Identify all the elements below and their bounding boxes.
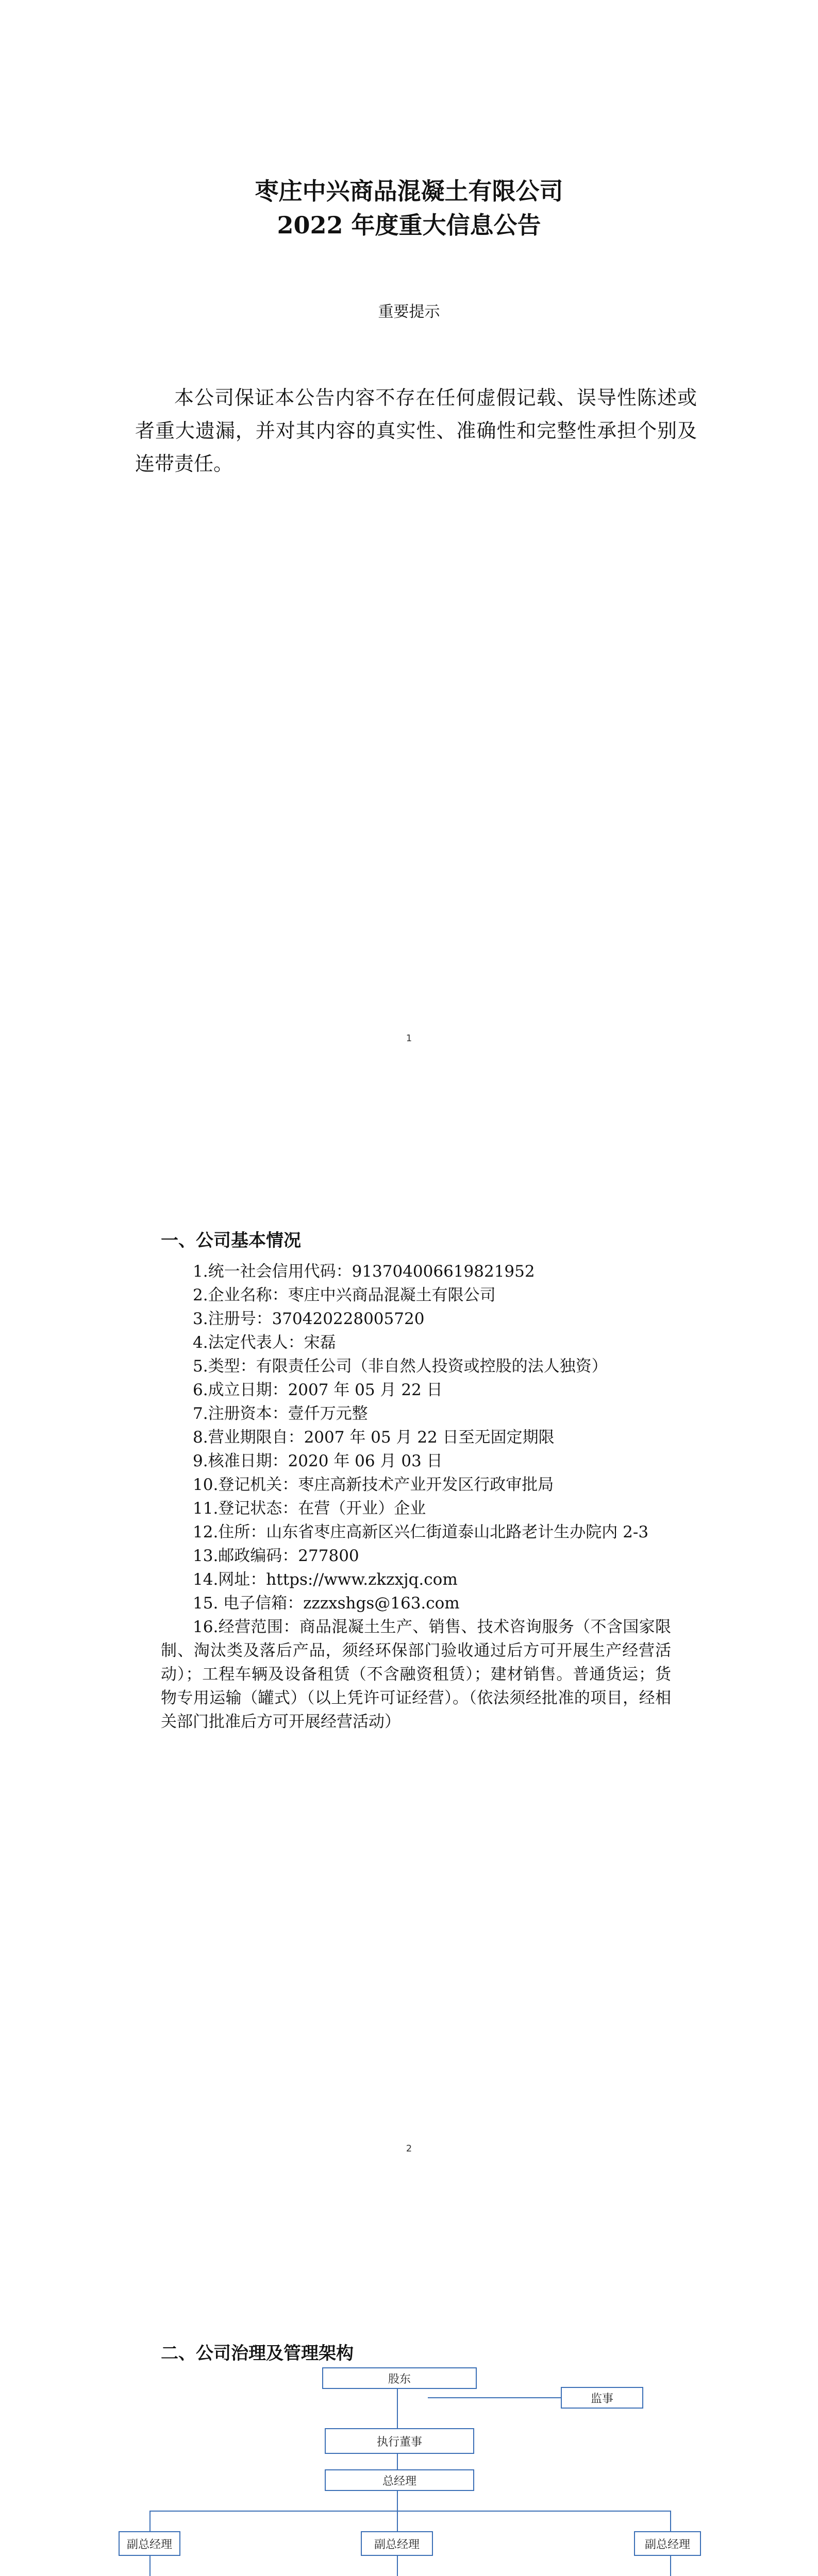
info-item: 15. 电子信箱：zzzxshgs@163.com	[193, 1594, 460, 1613]
info-item: 3.注册号：370420228005720	[193, 1310, 425, 1328]
page-number-2: 2	[406, 2143, 412, 2154]
shareholder-box: 股东	[322, 2367, 477, 2389]
connector-deputy-right-down	[670, 2555, 671, 2576]
deputy-manager-box: 副总经理	[361, 2531, 433, 2556]
info-item: 9.核准日期：2020 年 06 月 03 日	[193, 1452, 443, 1470]
info-item: 5.类型：有限责任公司（非自然人投资或控股的法人独资）	[193, 1357, 608, 1376]
info-item: 11.登记状态：在营（开业）企业	[193, 1499, 426, 1518]
section-2-heading: 二、公司治理及管理架构	[161, 2343, 354, 2364]
connector-gm-down	[397, 2491, 398, 2511]
info-item: 16.经营范围：商品混凝土生产、销售、技术咨询服务（不含国家限制、淘汰类及落后产品，须经环保部门验收通过后方可开展生产经营活动）；工程车辆及设备租赁（不含融资租赁）；建材销售。普通货运；货物专用运输（罐式）（以上凭许可证经营）。（依法须经批准的项目，经相关部门批准后方可开展经营活动）	[161, 1618, 671, 1731]
connector-shareholder-down	[397, 2387, 398, 2408]
document-title	[0, 174, 818, 242]
connector-deputy-mid-down	[397, 2555, 398, 2576]
info-item: 1.统一社会信用代码：913704006619821952	[193, 1262, 535, 1281]
connector-deputy-mid	[397, 2511, 398, 2531]
page-1	[0, 0, 818, 1157]
general-manager-box: 总经理	[325, 2469, 474, 2491]
company-info-list	[161, 1260, 671, 1734]
org-chart	[119, 2326, 701, 2576]
notice-subtitle: 重要提示	[378, 303, 440, 321]
info-item: 2.企业名称：枣庄中兴商品混凝土有限公司	[193, 1286, 496, 1304]
title-line-1: 枣庄中兴商品混凝土有限公司	[255, 177, 563, 205]
connector-deputy-left-down	[149, 2555, 151, 2576]
connector-to-supervisor	[428, 2397, 561, 2398]
executive-director-box: 执行董事	[325, 2428, 474, 2454]
connector-exec-gm	[397, 2454, 398, 2469]
supervisor-box: 监事	[561, 2387, 643, 2409]
info-item: 6.成立日期：2007 年 05 月 22 日	[193, 1381, 443, 1399]
info-item: 10.登记机关：枣庄高新技术产业开发区行政审批局	[193, 1476, 554, 1494]
info-item: 13.邮政编码：277800	[193, 1547, 359, 1565]
info-item: 12.住所：山东省枣庄高新区兴仁街道泰山北路老计生办院内 2-3	[193, 1523, 649, 1541]
connector-deputy-right	[670, 2511, 671, 2531]
title-line-2: 2022 年度重大信息公告	[277, 211, 541, 239]
info-item: 7.注册资本：壹仟万元整	[193, 1404, 368, 1423]
deputy-manager-box: 副总经理	[119, 2531, 180, 2556]
page-number-1: 1	[406, 1033, 412, 1044]
info-item: 8.营业期限自：2007 年 05 月 22 日至无固定期限	[193, 1428, 555, 1447]
connector-deputy-left	[149, 2511, 151, 2531]
connector-deputy-bar	[149, 2511, 670, 2512]
connector-shareholder-exec	[397, 2408, 398, 2428]
info-item: 4.法定代表人：宋磊	[193, 1333, 336, 1352]
info-item: 14.网址：https://www.zkzxjq.com	[193, 1570, 458, 1589]
notice-paragraph: 本公司保证本公告内容不存在任何虚假记载、误导性陈述或者重大遗漏，并对其内容的真实性、准确性和完整性承担个别及连带责任。	[135, 386, 697, 475]
deputy-manager-box: 副总经理	[634, 2531, 701, 2556]
section-1-heading: 一、公司基本情况	[161, 1230, 301, 1251]
